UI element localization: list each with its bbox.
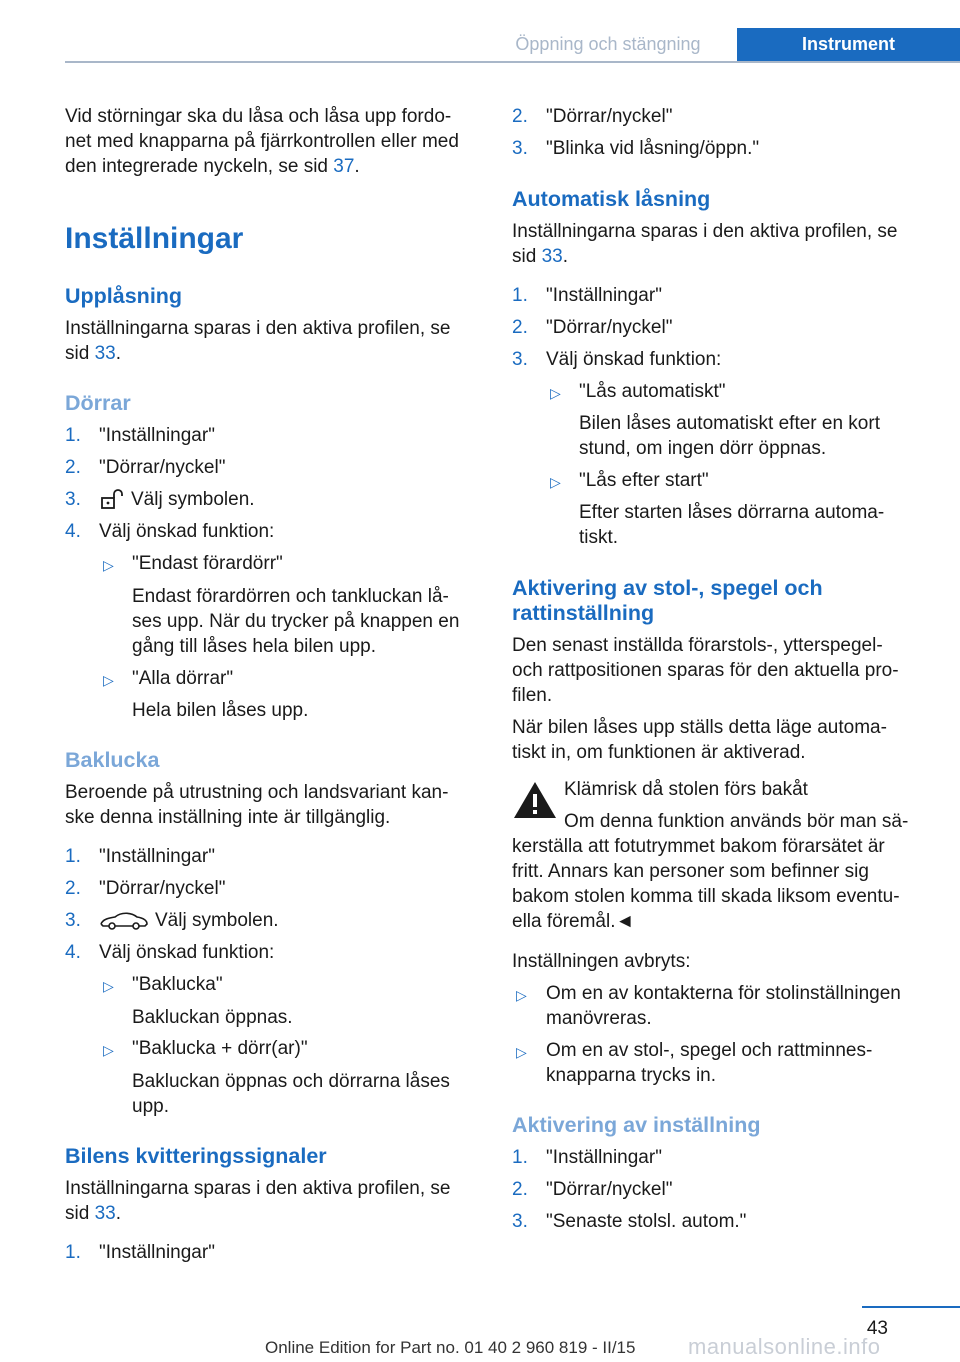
list-number: 4. xyxy=(65,942,81,963)
list-item: "Dörrar/nyckel" xyxy=(99,457,226,478)
kvitt-text-2: sid 33. xyxy=(65,1203,121,1224)
list-number: 1. xyxy=(65,846,81,867)
watermark: manualsonline.info xyxy=(688,1334,881,1359)
avbryts-item-1b: manövreras. xyxy=(546,1008,652,1029)
list-number: 3. xyxy=(512,349,528,370)
list-number: 2. xyxy=(65,878,81,899)
list-item: "Dörrar/nyckel" xyxy=(546,317,673,338)
list-number: 1. xyxy=(512,1147,528,1168)
car-trunk-icon xyxy=(99,909,149,933)
avbryts-item-2b: knapparna trycks in. xyxy=(546,1065,717,1086)
list-item: "Inställningar" xyxy=(546,285,662,306)
list-number: 2. xyxy=(65,457,81,478)
page-link-33[interactable]: 33 xyxy=(94,1203,116,1224)
list-number: 3. xyxy=(512,1211,528,1232)
avbryts-item-2: Om en av stol-, spegel och rattminnes‐ xyxy=(546,1040,873,1061)
sub-item-desc: stund, om ingen dörr öppnas. xyxy=(579,438,827,459)
list-item: Välj symbolen. xyxy=(99,908,279,933)
page-link-33[interactable]: 33 xyxy=(541,246,563,267)
bullet-triangle-icon: ▷ xyxy=(516,1044,527,1060)
sub-item-desc: Hela bilen låses upp. xyxy=(132,700,309,721)
heading-upplasning: Upplåsning xyxy=(65,284,183,308)
auto-text-1: Inställningarna sparas i den aktiva profilen, se xyxy=(512,221,898,242)
page-number: 43 xyxy=(866,1318,888,1339)
intro-line-1: Vid störningar ska du låsa och låsa upp fordo‐ xyxy=(65,106,452,127)
baklucka-text-1: Beroende på utrustning och landsvariant kan‐ xyxy=(65,782,449,803)
warning-line-5: ella föremål.◄ xyxy=(512,911,635,932)
list-number: 1. xyxy=(65,1242,81,1263)
bullet-triangle-icon: ▷ xyxy=(103,557,114,573)
aktiv-p2-1: När bilen låses upp ställs detta läge automa‐ xyxy=(512,717,887,738)
header-section-title: Öppning och stängning xyxy=(515,34,701,54)
list-number: 2. xyxy=(512,106,528,127)
list-item: "Inställningar" xyxy=(99,1242,215,1263)
sub-item-desc: Efter starten låses dörrarna automa‐ xyxy=(579,502,885,523)
heading-aktivering-stol: Aktivering av stol-, spegel och xyxy=(512,576,823,600)
kvitt-text-1: Inställningarna sparas i den aktiva profilen, se xyxy=(65,1178,451,1199)
warning-title: Klämrisk då stolen förs bakåt xyxy=(564,779,808,800)
auto-text-2: sid 33. xyxy=(512,246,568,267)
baklucka-text-2: ske denna inställning inte är tillgänglig. xyxy=(65,807,391,828)
heading-dorrar: Dörrar xyxy=(65,391,131,415)
list-item: "Dörrar/nyckel" xyxy=(546,106,673,127)
sub-item-desc: gång till låses hela bilen upp. xyxy=(132,636,377,657)
footer-rule xyxy=(862,1306,960,1308)
avbryts-item-1: Om en av kontakterna för stolinställningen xyxy=(546,983,901,1004)
footer-edition: Online Edition for Part no. 01 40 2 960 819 - II/15 xyxy=(265,1338,636,1357)
warning-line-3: fritt. Annars kan personer som befinner sig xyxy=(512,861,869,882)
list-item: "Senaste stolsl. autom." xyxy=(546,1211,747,1232)
list-item: "Inställningar" xyxy=(99,846,215,867)
bullet-triangle-icon: ▷ xyxy=(550,474,561,490)
warning-line-4: bakom stolen komma till skada liksom eventu‐ xyxy=(512,886,900,907)
bullet-triangle-icon: ▷ xyxy=(103,672,114,688)
page-link-37[interactable]: 37 xyxy=(333,156,355,177)
sub-item-desc: Bilen låses automatiskt efter en kort xyxy=(579,413,880,434)
list-number: 2. xyxy=(512,1179,528,1200)
heading-baklucka: Baklucka xyxy=(65,748,160,772)
sub-item-desc: Bakluckan öppnas. xyxy=(132,1007,293,1028)
intro-line-2: net med knapparna på fjärrkontrollen eller med xyxy=(65,131,459,152)
list-number: 3. xyxy=(65,489,81,510)
aktiv-p1-3: filen. xyxy=(512,685,553,706)
list-item: "Inställningar" xyxy=(546,1147,662,1168)
sub-item-desc: tiskt. xyxy=(579,527,619,548)
sub-item-title: "Baklucka + dörr(ar)" xyxy=(132,1038,308,1059)
upplasning-text-2: sid 33. xyxy=(65,343,121,364)
list-item: "Dörrar/nyckel" xyxy=(99,878,226,899)
bullet-triangle-icon: ▷ xyxy=(516,987,527,1003)
unlock-icon xyxy=(99,489,125,511)
list-item: "Inställningar" xyxy=(99,425,215,446)
heading-automatisk-lasning: Automatisk låsning xyxy=(512,187,711,211)
intro-line-3: den integrerade nyckeln, se sid 37. xyxy=(65,156,360,177)
bullet-triangle-icon: ▷ xyxy=(550,385,561,401)
header-chapter-tab[interactable]: Instrument xyxy=(737,28,960,61)
header-rule xyxy=(65,61,960,63)
warning-line-2: kerställa att fotutrymmet bakom förarsätet är xyxy=(512,836,885,857)
heading-kvitteringssignaler: Bilens kvitteringssignaler xyxy=(65,1144,327,1168)
heading-installningar: Inställningar xyxy=(65,222,244,255)
avbryts-text: Inställningen avbryts: xyxy=(512,951,691,972)
aktiv-p2-2: tiskt in, om funktionen är aktiverad. xyxy=(512,742,806,763)
sub-item-desc: Endast förardörren och tankluckan lå‐ xyxy=(132,586,449,607)
list-item: Välj önskad funktion: xyxy=(546,349,722,370)
list-item: Välj önskad funktion: xyxy=(99,521,275,542)
list-item: "Dörrar/nyckel" xyxy=(546,1179,673,1200)
list-number: 1. xyxy=(65,425,81,446)
aktiv-p1-2: och rattpositionen sparas för den aktuella pro‐ xyxy=(512,660,899,681)
list-number: 3. xyxy=(65,910,81,931)
sub-item-title: "Endast förardörr" xyxy=(132,553,283,574)
upplasning-text-1: Inställningarna sparas i den aktiva profilen, se xyxy=(65,318,451,339)
list-number: 4. xyxy=(65,521,81,542)
page-link-33[interactable]: 33 xyxy=(94,343,116,364)
bullet-triangle-icon: ▷ xyxy=(103,1042,114,1058)
list-item: "Blinka vid låsning/öppn." xyxy=(546,138,760,159)
sub-item-title: "Baklucka" xyxy=(132,974,223,995)
list-number: 3. xyxy=(512,138,528,159)
heading-aktivering-installning: Aktivering av inställning xyxy=(512,1113,761,1137)
heading-aktivering-stol-2: rattinställning xyxy=(512,601,655,625)
sub-item-desc: upp. xyxy=(132,1096,169,1117)
sub-item-desc: ses upp. När du trycker på knappen en xyxy=(132,611,460,632)
sub-item-title: "Lås efter start" xyxy=(579,470,709,491)
sub-item-title: "Lås automatiskt" xyxy=(579,381,726,402)
list-item: Välj önskad funktion: xyxy=(99,942,275,963)
list-number: 2. xyxy=(512,317,528,338)
aktiv-p1-1: Den senast inställda förarstols-, ytterspegel- xyxy=(512,635,883,656)
list-item: Välj symbolen. xyxy=(99,487,255,512)
sub-item-desc: Bakluckan öppnas och dörrarna låses xyxy=(132,1071,450,1092)
sub-item-title: "Alla dörrar" xyxy=(132,668,234,689)
warning-icon xyxy=(512,780,558,820)
warning-line-1: Om denna funktion används bör man sä‐ xyxy=(564,811,909,832)
list-number: 1. xyxy=(512,285,528,306)
bullet-triangle-icon: ▷ xyxy=(103,978,114,994)
